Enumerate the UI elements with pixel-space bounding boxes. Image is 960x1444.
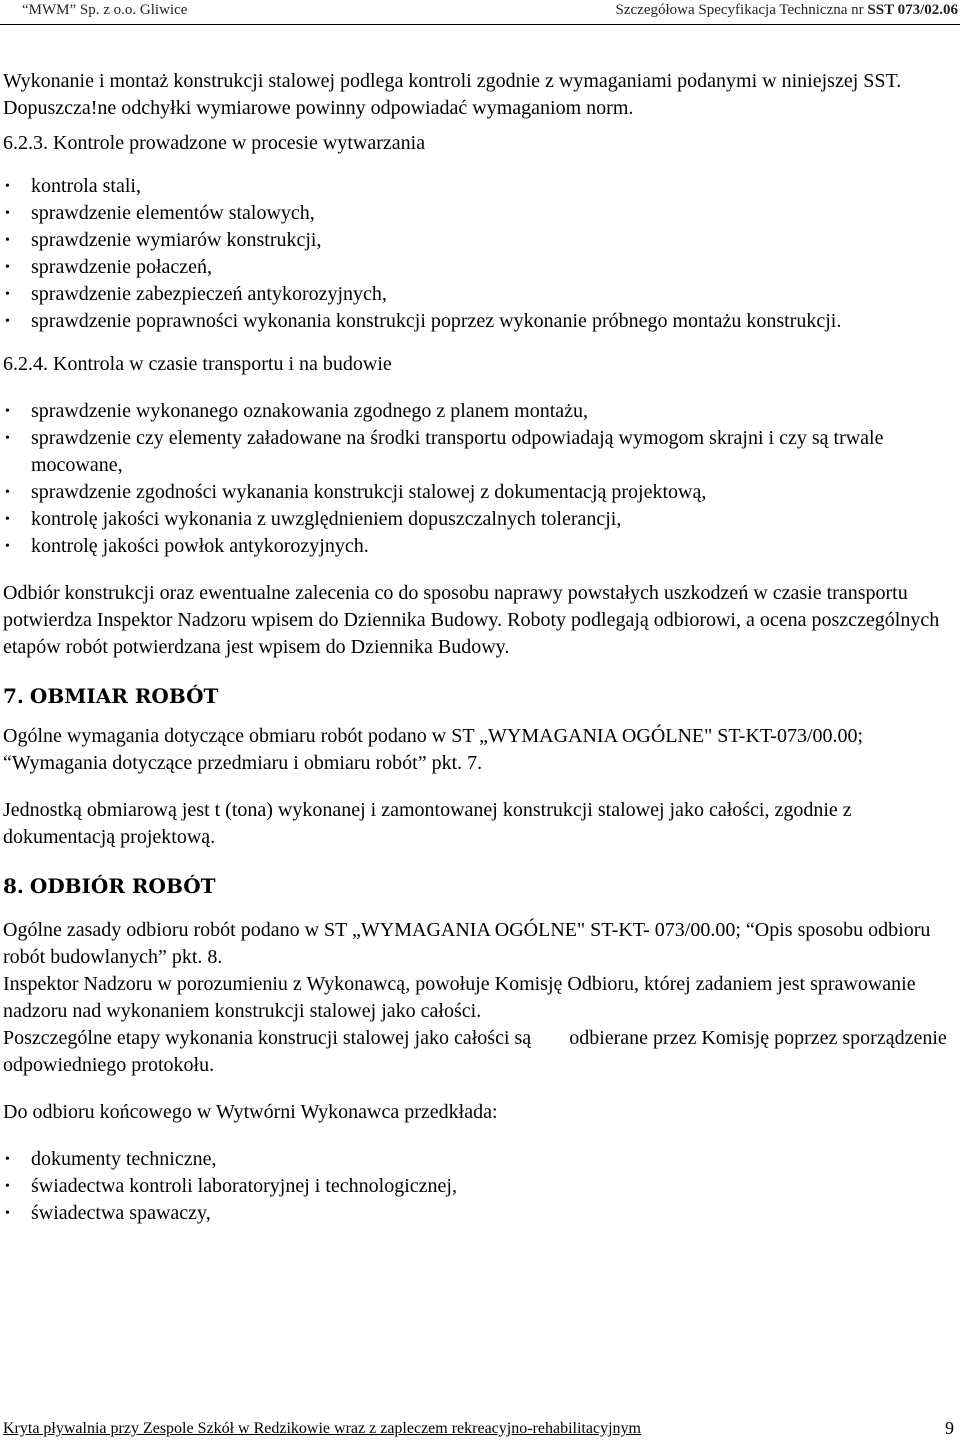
bullet-icon: • (5, 1206, 10, 1221)
section-number: 7. (3, 684, 24, 708)
stages-acceptance-paragraph: Poszczególne etapy wykonania konstrucji stalowej jako całości są odbierane przez Komisję poprzez sporządzenie odpowiedniego protokołu. (3, 1027, 947, 1076)
list-item: • sprawdzenie zgodności wykanania konstrukcji stalowej z dokumentacją projektową, (3, 479, 958, 506)
measurement-unit-paragraph: Jednostką obmiarową jest t (tona) wykonanej i zamontowanej konstrukcji stalowej jako całości, zgodnie z dokumentacją projektową. (3, 799, 852, 848)
section-number: 8. (3, 874, 24, 898)
bullet-icon: • (5, 1152, 10, 1167)
list-item: • dokumenty techniczne, (3, 1146, 958, 1173)
header-divider (0, 24, 960, 25)
acceptance-general-paragraph: Ogólne zasady odbioru robót podano w ST „WYMAGANIA OGÓLNE" ST-KT- 073/00.00; “Opis sposobu odbioru robót budowlanych” pkt. 8. (3, 919, 931, 968)
document-body (3, 68, 958, 1227)
measurement-general-paragraph: Ogólne wymagania dotyczące obmiaru robót podano w ST „WYMAGANIA OGÓLNE" ST-KT-073/00.00; “Wymagania dotyczące przedmiaru i obmiaru robót” pkt. 7. (3, 725, 864, 774)
subsection-heading-6-2-3: 6.2.3. Kontrole prowadzone w procesie wytwarzania (3, 132, 426, 154)
bullet-icon: • (5, 179, 10, 194)
final-acceptance-intro: Do odbioru końcowego w Wytwórni Wykonawca przedkłada: (3, 1101, 498, 1123)
page-footer (0, 1420, 960, 1444)
section-title: ODBIÓR ROBÓT (29, 874, 216, 898)
footer-project-title: Kryta pływalnia przy Zespole Szkół w Redzikowie wraz z zapleczem rekreacyjno-rehabilitacyjnym (3, 1420, 641, 1437)
header-spec-code: SST 073/02.06 (867, 2, 958, 18)
list-item: • kontrolę jakości powłok antykorozyjnych. (3, 533, 958, 560)
list-item: • świadectwa kontroli laboratoryjnej i technologicznej, (3, 1173, 958, 1200)
bullet-list-6-2-4 (3, 398, 958, 560)
section-heading-8 (3, 871, 958, 901)
bullet-icon: • (5, 431, 10, 446)
intro-tolerance-paragraph: Dopuszcza!ne odchyłki wymiarowe powinny odpowiadać wymaganiom norm. (3, 97, 634, 119)
list-item: • świadectwa spawaczy, (3, 1200, 958, 1227)
transport-acceptance-paragraph: Odbiór konstrukcji oraz ewentualne zalecenia co do sposobu naprawy powstałych uszkodzeń w czasie transportu potwierdza Inspektor Nadzoru wpisem do Dziennika Budowy. Roboty podlegają odbiorowi, a ocena poszczególnych etapów robót potwierdzana jest wpisem do Dziennika Budowy. (3, 582, 940, 658)
section-title: OBMIAR ROBÓT (29, 684, 219, 708)
bullet-icon: • (5, 260, 10, 275)
list-item: • sprawdzenie zabezpieczeń antykorozyjnych, (3, 281, 958, 308)
header-spec-prefix: Szczegółowa Specyfikacja Techniczna nr (615, 2, 868, 18)
list-item: • sprawdzenie wykonanego oznakowania zgodnego z planem montażu, (3, 398, 958, 425)
bullet-icon: • (5, 512, 10, 527)
section-heading-7 (3, 681, 958, 711)
commission-paragraph: Inspektor Nadzoru w porozumieniu z Wykonawcą, powołuje Komisję Odbioru, której zadaniem jest sprawowanie nadzoru nad wykonaniem konstrukcji stalowej jako całości. (3, 973, 916, 1022)
header-spec-title (616, 2, 958, 19)
bullet-icon: • (5, 287, 10, 302)
page-header (0, 0, 960, 28)
bullet-list-documents (3, 1146, 958, 1227)
bullet-icon: • (5, 233, 10, 248)
bullet-icon: • (5, 206, 10, 221)
page-number: 9 (945, 1418, 954, 1438)
bullet-icon: • (5, 1179, 10, 1194)
list-item: • kontrolę jakości wykonania z uwzględnieniem dopuszczalnych tolerancji, (3, 506, 958, 533)
bullet-icon: • (5, 539, 10, 554)
intro-paragraph: Wykonanie i montaż konstrukcji stalowej podlega kontroli zgodnie z wymaganiami podanymi w niniejszej SST. (3, 70, 902, 92)
bullet-icon: • (5, 404, 10, 419)
subsection-heading-6-2-4: 6.2.4. Kontrola w czasie transportu i na budowie (3, 353, 392, 375)
list-item: • kontrola stali, (3, 173, 958, 200)
bullet-icon: • (5, 485, 10, 500)
bullet-list-6-2-3 (3, 173, 958, 335)
bullet-icon: • (5, 314, 10, 329)
list-item: • sprawdzenie czy elementy załadowane na środki transportu odpowiadają wymogom skrajni i czy są trwale mocowane, (5, 427, 884, 476)
list-item: • sprawdzenie poprawności wykonania konstrukcji poprzez wykonanie próbnego montażu konstrukcji. (3, 308, 958, 335)
header-company: “MWM” Sp. z o.o. Gliwice (22, 2, 188, 18)
list-item: • sprawdzenie połaczeń, (3, 254, 958, 281)
list-item: • sprawdzenie wymiarów konstrukcji, (3, 227, 958, 254)
list-item: • sprawdzenie elementów stalowych, (3, 200, 958, 227)
